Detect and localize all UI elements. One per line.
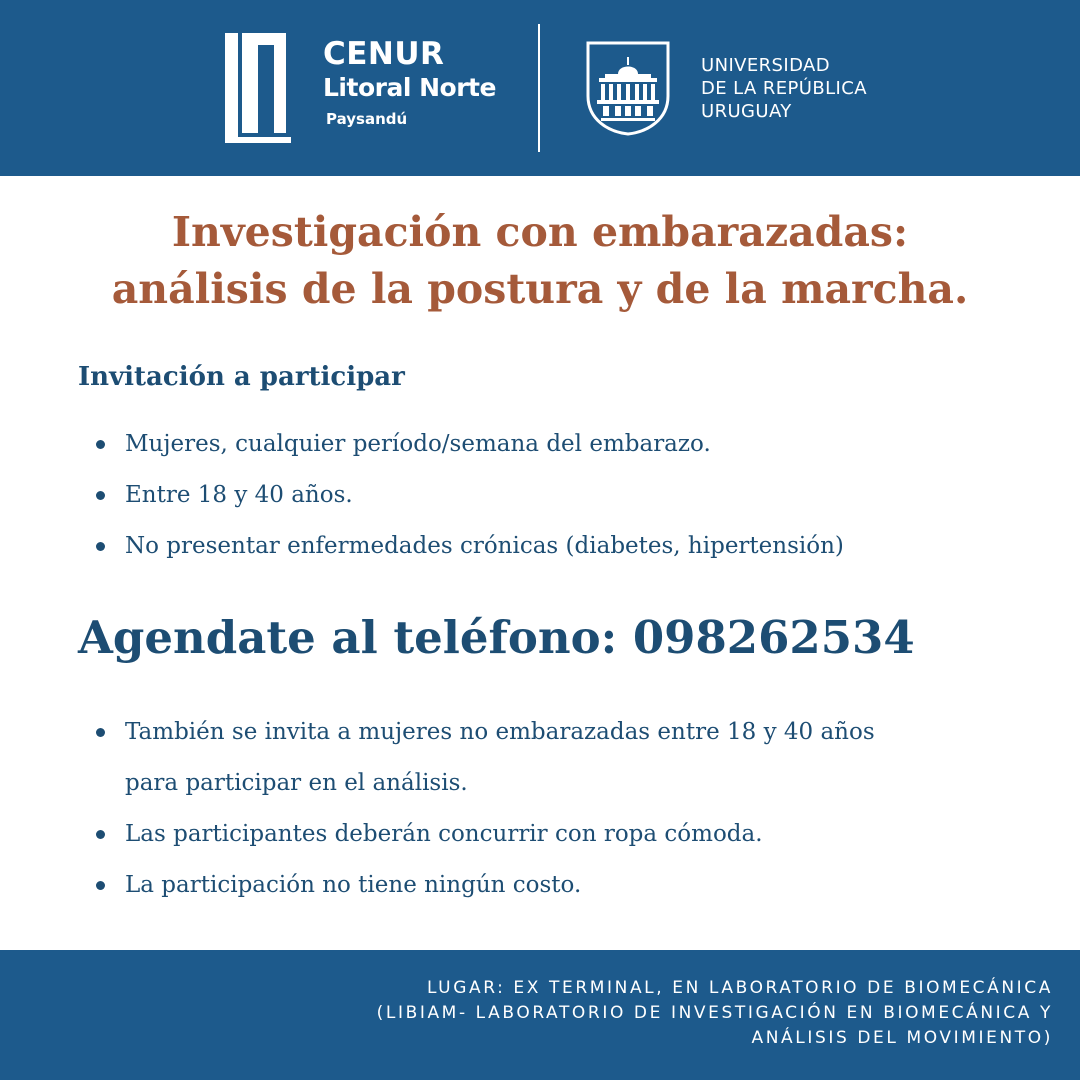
phone-call-to-action: Agendate al teléfono: 098262534 [78,611,915,664]
list-item-text-continuation: para participar en el análisis. [125,770,468,796]
list-item [96,470,1046,521]
list-item-text: Entre 18 y 40 años. [125,482,353,508]
university-name-line-3: URUGUAY [701,101,792,122]
list-item-text: No presentar enfermedades crónicas (diabetes, hipertensión) [125,533,844,559]
bullet-dot-icon [96,830,105,839]
list-item-text: Mujeres, cualquier período/semana del embarazo. [125,431,711,457]
list-item-text: También se invita a mujeres no embarazadas entre 18 y 40 años [125,719,875,745]
location-info [377,976,1053,1051]
university-wordmark [701,54,867,123]
list-item-text: La participación no tiene ningún costo. [125,872,582,898]
cenur-city: Paysandú [326,110,408,128]
location-line-3: ANÁLISIS DEL MOVIMIENTO) [751,1028,1053,1048]
list-item-text: Las participantes deberán concurrir con ropa cómoda. [125,821,763,847]
location-line-1: LUGAR: EX TERMINAL, EN LABORATORIO DE BIOMECÁNICA [426,978,1053,998]
list-item [96,419,1046,470]
bullet-dot-icon [96,542,105,551]
university-name-line-1: UNIVERSIDAD [701,55,830,76]
list-item [96,707,1046,809]
list-item [96,809,1046,860]
cenur-region: Litoral Norte [323,73,496,102]
cenur-name: CENUR [323,36,445,72]
details-list [96,707,1046,911]
header-banner [0,0,1080,176]
main-title-line-1: Investigación con embarazadas: [171,208,909,256]
university-name-line-2: DE LA REPÚBLICA [701,78,867,99]
footer-banner [0,950,1080,1080]
cenur-ln-logo-icon [223,33,291,143]
main-title-line-2: análisis de la postura y de la marcha. [111,265,969,313]
university-building-seal-icon [585,40,671,136]
list-item [96,860,1046,911]
bullet-dot-icon [96,728,105,737]
invitation-heading: Invitación a participar [78,362,405,392]
bullet-dot-icon [96,881,105,890]
bullet-dot-icon [96,491,105,500]
eligibility-list [96,419,1046,572]
bullet-dot-icon [96,440,105,449]
list-item [96,521,1046,572]
cenur-wordmark [323,36,496,134]
location-line-2: (LIBIAM- LABORATORIO DE INVESTIGACIÓN EN BIOMECÁNICA Y [376,1003,1053,1023]
header-divider [538,24,540,152]
main-title [0,204,1080,318]
